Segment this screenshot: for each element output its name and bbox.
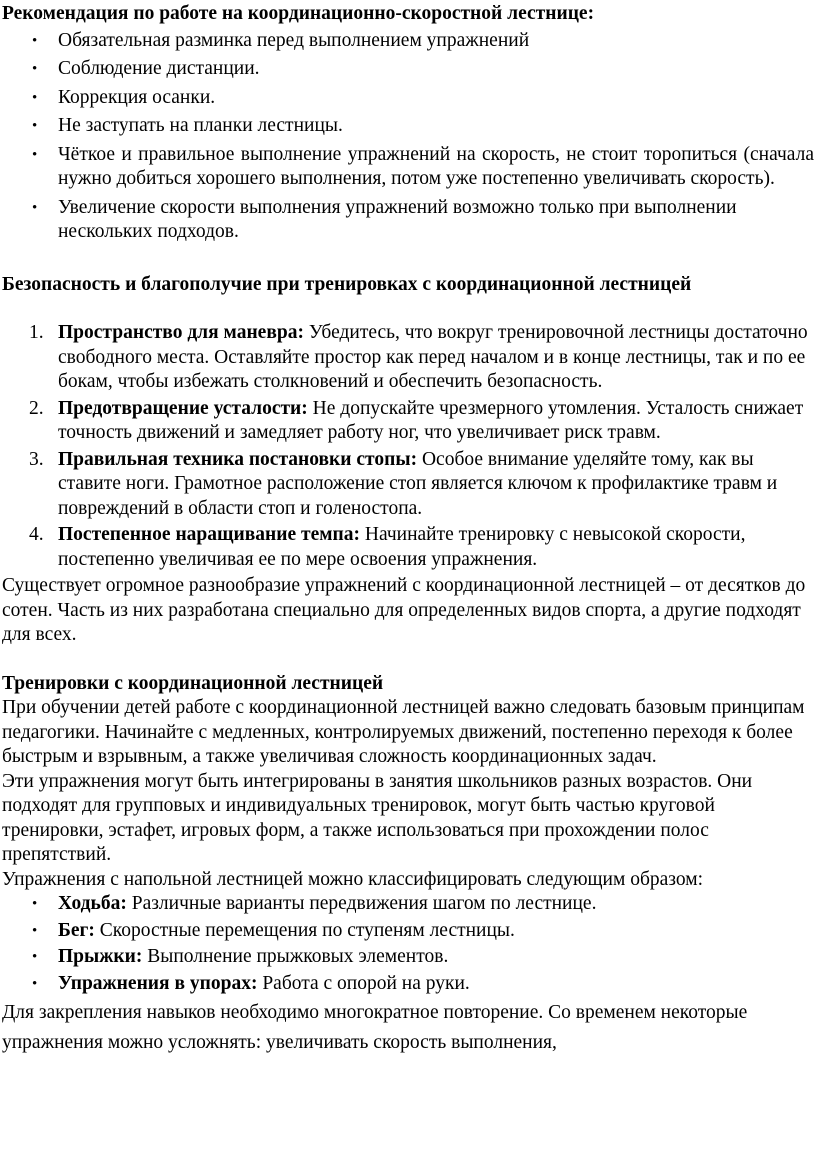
- item-text: Выполнение прыжковых элементов.: [142, 946, 449, 967]
- paragraph: При обучении детей работе с координационной лестницей важно следовать базовым принципам педагогики. Начинайте с медленных, контролируемых движений, постепенно переходя к более быстрым и взрывным, а также увеличивая сложность координационных задач.: [2, 697, 805, 767]
- training-heading: Тренировки с координационной лестницей: [2, 672, 384, 694]
- item-title: Правильная техника постановки стопы:: [58, 448, 418, 470]
- exercise-types-list: [2, 892, 816, 996]
- list-item: • Соблюдение дистанции.: [2, 57, 816, 82]
- list-item: [2, 321, 816, 395]
- list-item: [2, 892, 816, 917]
- list-item: • Обязательная разминка перед выполнением упражнений: [2, 29, 816, 54]
- item-title: Упражнения в упорах:: [58, 972, 258, 994]
- closing-paragraph: Для закрепления навыков необходимо многократное повторение. Со временем некоторые упражнения можно усложнять: увеличивать скорость выполнения,: [2, 1002, 748, 1053]
- item-number: 4.: [29, 524, 44, 545]
- list-item: • Чёткое и правильное выполнение упражнений на скорость, не стоит торопиться (сначала нужно добиться хорошего выполнения, потом уже постепенно увеличивать скорость).: [2, 143, 816, 192]
- list-item: [2, 945, 816, 970]
- item-title: Пространство для маневра:: [58, 322, 304, 343]
- paragraph: Эти упражнения могут быть интегрированы в занятия школьников разных возрастов. Они подходят для групповых и индивидуальных тренировок, могут быть частью круговой тренировки, эстафет, игровых форм, а также использоваться при прохождении полос препятствий.: [2, 770, 753, 865]
- safety-heading: Безопасность и благополучие при тренировках с координационной лестницей: [2, 273, 692, 295]
- list-item: • Коррекция осанки.: [2, 86, 816, 111]
- recommendations-list: [2, 29, 816, 245]
- list-item: • Увеличение скорости выполнения упражнений возможно только при выполнении нескольких подходов.: [2, 196, 816, 245]
- list-item: • Не заступать на планки лестницы.: [2, 114, 816, 139]
- item-number: 2.: [29, 397, 44, 419]
- recommendations-heading: Рекомендация по работе на координационно-скоростной лестнице:: [2, 3, 595, 24]
- variety-paragraph: Существует огромное разнообразие упражнений с координационной лестницей – от десятков до сотен. Часть из них разработана специально для определенных видов спорта, а другие подходят для всех.: [2, 575, 806, 645]
- item-text: Начинайте тренировку с невысокой скорости, постепенно увеличивая ее по мере освоения упражнения.: [58, 524, 746, 570]
- item-text: Не допускайте чрезмерного утомления. Усталость снижает точность движений и замедляет работу ног, что увеличивает риск травм.: [58, 397, 804, 443]
- item-title: Постепенное наращивание темпа:: [58, 524, 361, 545]
- safety-list: [2, 321, 816, 572]
- item-title: Бег:: [58, 919, 95, 941]
- paragraph: Упражнения с напольной лестницей можно классифицировать следующим образом:: [2, 868, 704, 890]
- list-item: [2, 448, 816, 522]
- item-title: Ходьба:: [58, 893, 127, 914]
- item-text: Скоростные перемещения по ступеням лестницы.: [94, 919, 515, 941]
- item-text: Работа с опорой на руки.: [257, 972, 470, 994]
- item-number: 3.: [29, 448, 44, 470]
- list-item: [2, 919, 816, 944]
- item-title: Предотвращение усталости:: [58, 397, 308, 419]
- item-text: Различные варианты передвижения шагом по лестнице.: [126, 893, 597, 914]
- item-text: Убедитесь, что вокруг тренировочной лестницы достаточно свободного места. Оставляйте простор как перед началом и в конце лестницы, так и по ее бокам, чтобы избежать столкновений и обеспечить безопасность.: [58, 322, 808, 392]
- item-text: Особое внимание уделяйте тому, как вы ставите ноги. Грамотное расположение стоп является ключом к профилактике травм и повреждений в области стоп и голеностопа.: [58, 448, 778, 519]
- list-item: [2, 397, 816, 446]
- list-item: [2, 523, 816, 572]
- list-item: [2, 972, 816, 997]
- item-number: 1.: [29, 322, 44, 343]
- item-title: Прыжки:: [58, 946, 143, 967]
